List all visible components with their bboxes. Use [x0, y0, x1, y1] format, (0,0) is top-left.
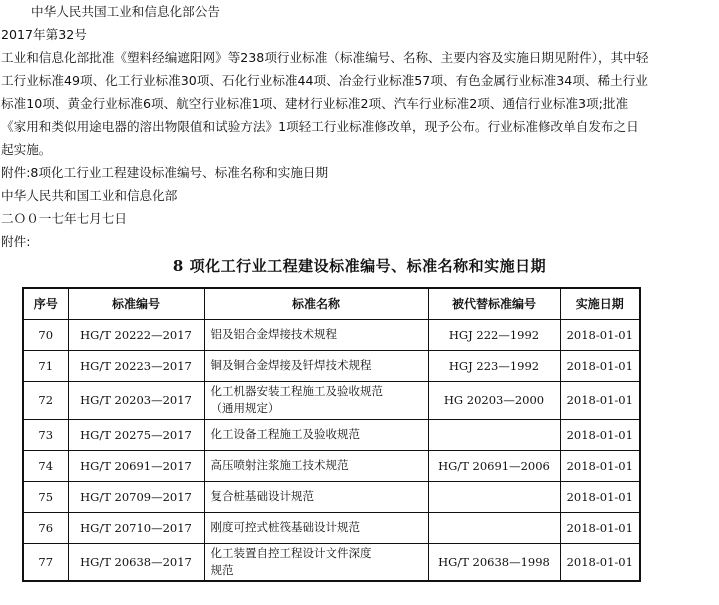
header-seq: 序号: [23, 288, 68, 319]
table-row: [23, 381, 640, 419]
cell-replaced: HG/T 20691—2006: [428, 450, 560, 481]
cell-date: 2018-01-01: [560, 450, 640, 481]
cell-replaced: HG/T 20638—1998: [428, 543, 560, 581]
cell-name: 铜及铜合金焊接及钎焊技术规程: [204, 350, 428, 381]
cell-replaced: [428, 481, 560, 512]
table-row: [23, 350, 640, 381]
cell-code: HG/T 20638—2017: [68, 543, 204, 581]
table-row: [23, 481, 640, 512]
announcement-text: [0, 0, 719, 253]
cell-name: 刚度可控式桩筏基础设计规范: [204, 512, 428, 543]
cell-date: 2018-01-01: [560, 512, 640, 543]
cell-replaced: HGJ 222—1992: [428, 319, 560, 350]
table-row: [23, 543, 640, 581]
cell-name: 铝及铝合金焊接技术规程: [204, 319, 428, 350]
cell-name: [204, 381, 428, 419]
cell-name-line: 化工机器安装工程施工及验收规范: [210, 384, 383, 398]
cell-name-line: 规范: [210, 562, 234, 577]
cell-code: HG/T 20222—2017: [68, 319, 204, 350]
table-row: [23, 319, 640, 350]
notice-body-line: 工行业标准49项、化工行业标准30项、石化行业标准44项、冶金行业标准57项、有色金属行业标准34项、稀土行业: [1, 73, 648, 88]
notice-body-line: 标准10项、黄金行业标准6项、航空行业标准1项、建材行业标准2项、汽车行业标准2项、通信行业标准3项;批准: [1, 96, 629, 111]
cell-code: HG/T 20710—2017: [68, 512, 204, 543]
cell-code: HG/T 20709—2017: [68, 481, 204, 512]
header-date: 实施日期: [560, 288, 640, 319]
table-row: [23, 419, 640, 450]
table-title: 8 项化工行业工程建设标准编号、标准名称和实施日期: [172, 257, 547, 275]
cell-name: 复合桩基础设计规范: [204, 481, 428, 512]
notice-body-line: 工业和信息化部批准《塑料经编遮阳网》等238项行业标准（标准编号、名称、主要内容及实施日期见附件），其中轻: [1, 50, 649, 65]
cell-seq: 74: [23, 450, 68, 481]
cell-seq: 75: [23, 481, 68, 512]
cell-date: 2018-01-01: [560, 481, 640, 512]
cell-code: HG/T 20223—2017: [68, 350, 204, 381]
cell-seq: 76: [23, 512, 68, 543]
cell-code: HG/T 20275—2017: [68, 419, 204, 450]
cell-replaced: HGJ 223—1992: [428, 350, 560, 381]
cell-name-line: （通用规定）: [210, 401, 280, 415]
notice-number: 2017年第32号: [1, 27, 87, 42]
table-header-row: [23, 288, 640, 319]
cell-name: 高压喷射注浆施工技术规范: [204, 450, 428, 481]
cell-code: HG/T 20691—2017: [68, 450, 204, 481]
cell-seq: 72: [23, 381, 68, 419]
standards-table: [22, 287, 641, 582]
attachment-label: 附件:: [1, 234, 31, 249]
attachment-note: 附件:8项化工行业工程建设标准编号、标准名称和实施日期: [1, 165, 329, 180]
cell-seq: 70: [23, 319, 68, 350]
cell-name: 化工设备工程施工及验收规范: [204, 419, 428, 450]
issuer: 中华人民共和国工业和信息化部: [1, 188, 178, 203]
notice-title: 中华人民共国工业和信息化部公告: [31, 4, 220, 19]
cell-code: HG/T 20203—2017: [68, 381, 204, 419]
issue-date: 二Ｏ０一七年七月七日: [1, 211, 127, 226]
table-row: [23, 450, 640, 481]
header-replaced: 被代替标准编号: [428, 288, 560, 319]
header-name: 标准名称: [204, 288, 428, 319]
cell-replaced: HG 20203—2000: [428, 381, 560, 419]
cell-date: 2018-01-01: [560, 319, 640, 350]
notice-body-line: 起实施。: [1, 142, 52, 157]
cell-date: 2018-01-01: [560, 419, 640, 450]
cell-replaced: [428, 419, 560, 450]
cell-date: 2018-01-01: [560, 350, 640, 381]
header-code: 标准编号: [68, 288, 204, 319]
table-row: [23, 512, 640, 543]
cell-seq: 77: [23, 543, 68, 581]
cell-name: [204, 543, 428, 581]
cell-replaced: [428, 512, 560, 543]
cell-seq: 73: [23, 419, 68, 450]
cell-name-line: 化工装置自控工程设计文件深度: [210, 545, 372, 560]
cell-date: 2018-01-01: [560, 543, 640, 581]
notice-body-line: 《家用和类似用途电器的溶出物限值和试验方法》1项轻工行业标准修改单，现予公布。行业标准修改单自发布之日: [1, 119, 639, 134]
cell-date: 2018-01-01: [560, 381, 640, 419]
cell-seq: 71: [23, 350, 68, 381]
